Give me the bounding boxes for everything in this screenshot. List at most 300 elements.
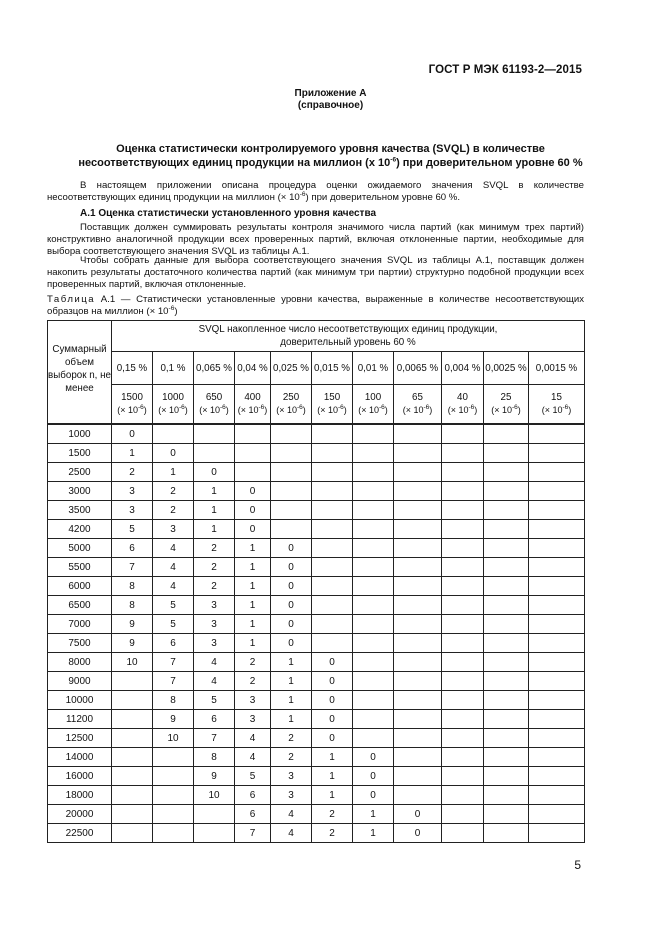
count-cell: 3 [194, 596, 235, 615]
count-cell [442, 424, 484, 444]
count-cell: 6 [153, 634, 194, 653]
count-cell [442, 748, 484, 767]
count-cell: 6 [194, 710, 235, 729]
count-cell: 0 [112, 424, 153, 444]
count-cell: 0 [235, 501, 271, 520]
count-cell [112, 729, 153, 748]
count-cell [312, 463, 353, 482]
count-cell [353, 444, 394, 463]
count-cell [312, 577, 353, 596]
table-row [48, 520, 585, 539]
count-cell [353, 672, 394, 691]
count-cell [484, 805, 529, 824]
sample-size-cell: 20000 [48, 805, 112, 824]
count-cell [442, 767, 484, 786]
count-cell [484, 558, 529, 577]
count-cell [353, 482, 394, 501]
count-cell: 5 [112, 520, 153, 539]
count-cell [442, 558, 484, 577]
ppm-unit-exponent: -6 [137, 404, 144, 411]
ppm-header-cell [112, 385, 153, 425]
ppm-unit-close: ) [343, 405, 347, 415]
count-cell [442, 672, 484, 691]
percent-header-cell: 0,01 % [353, 352, 394, 385]
count-cell [442, 634, 484, 653]
count-cell: 4 [271, 824, 312, 843]
count-cell [194, 424, 235, 444]
paragraph-1: Поставщик должен суммировать результаты контроля значимого числа партий (как минимум трех партий) конструктивно аналогичной продукции всех проверенных партий, включая отклоненные партии, необходимые для выбора соответствующего значения SVQL из таблицы А.1. [47, 222, 584, 258]
count-cell [312, 596, 353, 615]
sample-size-cell: 7500 [48, 634, 112, 653]
percent-header-cell: 0,065 % [194, 352, 235, 385]
count-cell: 6 [235, 805, 271, 824]
intro-paragraph [47, 180, 584, 204]
caption-text-b: ) [174, 306, 178, 317]
table-row [48, 558, 585, 577]
ppm-unit-exponent: -6 [511, 404, 518, 411]
count-cell [353, 653, 394, 672]
ppm-unit-close: ) [429, 405, 433, 415]
percent-header-cell: 0,0025 % [484, 352, 529, 385]
percent-header-cell: 0,015 % [312, 352, 353, 385]
count-cell: 0 [312, 729, 353, 748]
page-number: 5 [574, 858, 581, 872]
count-cell [484, 653, 529, 672]
count-cell: 8 [112, 577, 153, 596]
count-cell [529, 672, 585, 691]
count-cell: 9 [112, 634, 153, 653]
group-header-cell [112, 321, 585, 352]
count-cell: 8 [194, 748, 235, 767]
percent-header-cell: 0,04 % [235, 352, 271, 385]
count-cell: 9 [112, 615, 153, 634]
sample-size-cell: 11200 [48, 710, 112, 729]
count-cell [353, 615, 394, 634]
table-row [48, 634, 585, 653]
table-row [48, 596, 585, 615]
count-cell [529, 824, 585, 843]
count-cell [529, 691, 585, 710]
count-cell [394, 748, 442, 767]
sample-size-cell: 16000 [48, 767, 112, 786]
table-row [48, 463, 585, 482]
count-cell: 2 [194, 577, 235, 596]
ppm-unit [442, 404, 483, 417]
ppm-value: 1000 [162, 392, 184, 403]
ppm-header-cell [271, 385, 312, 425]
count-cell [353, 634, 394, 653]
count-cell: 4 [194, 672, 235, 691]
count-cell: 2 [271, 729, 312, 748]
count-cell: 3 [271, 786, 312, 805]
count-cell [312, 634, 353, 653]
count-cell: 1 [235, 577, 271, 596]
count-cell [312, 424, 353, 444]
count-cell: 2 [235, 672, 271, 691]
ppm-unit-exponent: -6 [562, 404, 569, 411]
count-cell [529, 634, 585, 653]
count-cell [484, 482, 529, 501]
count-cell [442, 577, 484, 596]
count-cell [484, 824, 529, 843]
count-cell: 2 [271, 748, 312, 767]
table-row [48, 482, 585, 501]
count-cell [394, 539, 442, 558]
count-cell [442, 444, 484, 463]
percent-header-cell: 0,0015 % [529, 352, 585, 385]
count-cell: 1 [353, 824, 394, 843]
count-cell [442, 824, 484, 843]
title-text-a: несоответствующих единиц продукции на миллион ( [78, 157, 369, 169]
sample-size-cell: 22500 [48, 824, 112, 843]
title-exponent: -6 [390, 156, 397, 164]
count-cell [112, 691, 153, 710]
ppm-header-cell [353, 385, 394, 425]
count-cell: 2 [194, 539, 235, 558]
percent-header-cell: 0,004 % [442, 352, 484, 385]
count-cell: 1 [194, 520, 235, 539]
count-cell [394, 444, 442, 463]
count-cell [235, 463, 271, 482]
count-cell: 1 [271, 653, 312, 672]
count-cell: 1 [235, 615, 271, 634]
count-cell: 2 [194, 558, 235, 577]
count-cell [194, 805, 235, 824]
count-cell: 0 [153, 444, 194, 463]
count-cell: 0 [271, 615, 312, 634]
count-cell: 1 [235, 596, 271, 615]
count-cell [394, 710, 442, 729]
count-cell [353, 539, 394, 558]
count-cell [394, 767, 442, 786]
count-cell [529, 539, 585, 558]
count-cell [529, 729, 585, 748]
count-cell [153, 424, 194, 444]
ppm-unit-text: (× 10 [158, 405, 179, 415]
count-cell: 7 [194, 729, 235, 748]
ppm-header-cell [235, 385, 271, 425]
sample-size-cell: 5500 [48, 558, 112, 577]
ppm-value: 400 [244, 392, 261, 403]
ppm-unit-exponent: -6 [219, 404, 226, 411]
sample-size-cell: 3000 [48, 482, 112, 501]
annex-title: Приложение А [294, 88, 367, 99]
count-cell [529, 748, 585, 767]
count-cell [353, 729, 394, 748]
count-cell: 2 [312, 805, 353, 824]
count-cell: 1 [312, 748, 353, 767]
table-row [48, 444, 585, 463]
count-cell [394, 558, 442, 577]
count-cell [529, 444, 585, 463]
count-cell [312, 482, 353, 501]
count-cell [394, 520, 442, 539]
count-cell [529, 463, 585, 482]
ppm-unit-text: (× 10 [276, 405, 297, 415]
count-cell [312, 501, 353, 520]
count-cell [442, 691, 484, 710]
table-row [48, 805, 585, 824]
count-cell [484, 444, 529, 463]
count-cell [529, 805, 585, 824]
count-cell [353, 501, 394, 520]
count-cell [484, 615, 529, 634]
count-cell [312, 520, 353, 539]
sample-size-cell: 9000 [48, 672, 112, 691]
count-cell [112, 805, 153, 824]
count-cell [271, 501, 312, 520]
count-cell: 1 [112, 444, 153, 463]
count-cell [529, 615, 585, 634]
count-cell: 1 [194, 501, 235, 520]
table-row [48, 786, 585, 805]
count-cell: 3 [112, 482, 153, 501]
main-title-line1: Оценка статистически контролируемого уровня качества (SVQL) в количестве [116, 143, 545, 155]
count-cell [529, 653, 585, 672]
count-cell: 0 [312, 672, 353, 691]
count-cell [394, 729, 442, 748]
table-row [48, 672, 585, 691]
ppm-value: 250 [282, 392, 300, 403]
ppm-header-cell [194, 385, 235, 425]
ppm-unit-close: ) [184, 405, 188, 415]
ppm-unit [112, 404, 152, 417]
ppm-unit [194, 404, 234, 417]
count-cell [442, 786, 484, 805]
count-cell [312, 539, 353, 558]
percent-header-cell: 0,1 % [153, 352, 194, 385]
count-cell [529, 520, 585, 539]
count-cell [394, 501, 442, 520]
ppm-unit-close: ) [517, 405, 521, 415]
ppm-unit-close: ) [143, 405, 147, 415]
count-cell: 0 [271, 539, 312, 558]
group-header-line2: доверительный уровень 60 % [280, 337, 416, 348]
ppm-header-cell [529, 385, 585, 425]
ppm-unit-text: (× 10 [199, 405, 220, 415]
count-cell [529, 710, 585, 729]
count-cell: 3 [194, 634, 235, 653]
count-cell: 5 [153, 615, 194, 634]
count-cell [153, 786, 194, 805]
count-cell [394, 786, 442, 805]
ppm-unit [153, 404, 193, 417]
count-cell [484, 539, 529, 558]
standard-code: ГОСТ Р МЭК 61193-2—2015 [428, 64, 582, 76]
ppm-unit-text: (× 10 [491, 405, 512, 415]
count-cell [529, 786, 585, 805]
sample-size-cell: 6000 [48, 577, 112, 596]
count-cell: 2 [153, 482, 194, 501]
count-cell: 4 [153, 577, 194, 596]
annex-subtitle: (справочное) [297, 100, 364, 111]
main-title [70, 142, 591, 170]
sample-size-cell: 18000 [48, 786, 112, 805]
ppm-unit-text: (× 10 [541, 405, 563, 415]
count-cell [484, 520, 529, 539]
ppm-value: 65 [412, 392, 423, 403]
count-cell [529, 482, 585, 501]
ppm-unit [312, 404, 352, 417]
count-cell [153, 767, 194, 786]
ppm-unit [529, 404, 584, 417]
count-cell [235, 444, 271, 463]
count-cell [484, 577, 529, 596]
ppm-unit-close: ) [474, 405, 478, 415]
count-cell: 0 [353, 767, 394, 786]
sample-size-cell: 8000 [48, 653, 112, 672]
sample-size-cell: 10000 [48, 691, 112, 710]
ppm-value: 15 [551, 392, 562, 403]
sample-size-cell: 1000 [48, 424, 112, 444]
ppm-unit-exponent: -6 [468, 404, 475, 411]
ppm-unit [484, 404, 528, 417]
count-cell: 10 [112, 653, 153, 672]
count-cell: 0 [312, 691, 353, 710]
count-cell: 4 [194, 653, 235, 672]
count-cell [529, 424, 585, 444]
count-cell: 7 [235, 824, 271, 843]
table-row [48, 424, 585, 444]
count-cell: 0 [353, 748, 394, 767]
count-cell [484, 463, 529, 482]
ppm-unit-text: (× 10 [237, 405, 259, 415]
count-cell [442, 520, 484, 539]
title-multiplier: х 10 [368, 157, 391, 169]
count-cell [353, 710, 394, 729]
ppm-value: 25 [500, 392, 512, 403]
count-cell [312, 444, 353, 463]
count-cell: 5 [235, 767, 271, 786]
ppm-value: 150 [323, 392, 341, 403]
caption-prefix: Таблица [47, 294, 96, 305]
count-cell: 0 [312, 653, 353, 672]
count-cell [484, 634, 529, 653]
count-cell: 0 [235, 482, 271, 501]
ppm-unit-close: ) [302, 405, 306, 415]
main-title-line2 [70, 156, 591, 170]
count-cell: 9 [194, 767, 235, 786]
count-cell [353, 463, 394, 482]
count-cell: 1 [235, 539, 271, 558]
ppm-unit [394, 404, 441, 417]
count-cell [529, 596, 585, 615]
ppm-header-cell [484, 385, 529, 425]
caption-text-a: А.1 — Статистически установленные уровни качества, выраженные в количестве несоответствующих образцов на миллион (× 10 [47, 294, 584, 317]
count-cell [235, 424, 271, 444]
ppm-unit [271, 404, 311, 417]
count-cell: 9 [153, 710, 194, 729]
row-header-cell: Суммарный объем выборок n, не менее [48, 321, 112, 425]
sample-size-cell: 1500 [48, 444, 112, 463]
count-cell [484, 596, 529, 615]
count-cell [394, 672, 442, 691]
ppm-unit-close: ) [225, 405, 229, 415]
count-cell [484, 748, 529, 767]
count-cell [529, 558, 585, 577]
count-cell: 3 [194, 615, 235, 634]
ppm-value: 1500 [121, 392, 143, 403]
count-cell [529, 577, 585, 596]
ppm-unit-close: ) [264, 405, 268, 415]
count-cell [112, 672, 153, 691]
intro-exponent: -6 [299, 191, 306, 199]
sample-size-cell: 14000 [48, 748, 112, 767]
ppm-unit-exponent: -6 [337, 404, 344, 411]
count-cell [112, 710, 153, 729]
sample-size-cell: 12500 [48, 729, 112, 748]
count-cell [112, 748, 153, 767]
count-cell [271, 482, 312, 501]
count-cell [484, 786, 529, 805]
count-cell [353, 424, 394, 444]
sample-size-cell: 4200 [48, 520, 112, 539]
table-row [48, 501, 585, 520]
count-cell [484, 424, 529, 444]
count-cell [271, 424, 312, 444]
count-cell [271, 463, 312, 482]
count-cell [153, 824, 194, 843]
count-cell: 4 [153, 539, 194, 558]
count-cell [153, 748, 194, 767]
count-cell: 1 [235, 558, 271, 577]
count-cell [529, 501, 585, 520]
ppm-unit-exponent: -6 [296, 404, 303, 411]
count-cell: 3 [271, 767, 312, 786]
count-cell: 0 [312, 710, 353, 729]
count-cell: 4 [153, 558, 194, 577]
count-cell: 6 [235, 786, 271, 805]
count-cell [112, 786, 153, 805]
count-cell [484, 710, 529, 729]
count-cell: 6 [112, 539, 153, 558]
count-cell: 1 [271, 672, 312, 691]
count-cell [442, 539, 484, 558]
count-cell [442, 501, 484, 520]
table-caption [47, 294, 584, 318]
count-cell: 0 [394, 805, 442, 824]
count-cell [394, 653, 442, 672]
count-cell [394, 615, 442, 634]
count-cell [442, 463, 484, 482]
count-cell [484, 729, 529, 748]
count-cell [271, 444, 312, 463]
count-cell: 2 [112, 463, 153, 482]
ppm-unit-text: (× 10 [117, 405, 138, 415]
intro-text-a: В настоящем приложении описана процедура оценки ожидаемого значения SVQL в количестве несоответствующих единиц продукции на миллион (× 10 [47, 180, 584, 204]
count-cell: 0 [271, 577, 312, 596]
sample-size-cell: 3500 [48, 501, 112, 520]
count-cell [194, 444, 235, 463]
count-cell: 3 [153, 520, 194, 539]
count-cell: 0 [271, 558, 312, 577]
percent-header-cell: 0,025 % [271, 352, 312, 385]
ppm-value: 40 [457, 392, 468, 403]
count-cell [442, 482, 484, 501]
ppm-header-cell [312, 385, 353, 425]
count-cell [442, 710, 484, 729]
ppm-unit-close: ) [568, 405, 572, 415]
percent-header-cell: 0,15 % [112, 352, 153, 385]
sample-size-cell: 2500 [48, 463, 112, 482]
table-row [48, 539, 585, 558]
ppm-value: 100 [364, 392, 382, 403]
count-cell: 1 [153, 463, 194, 482]
table-row [48, 748, 585, 767]
count-cell: 10 [194, 786, 235, 805]
ppm-unit-exponent: -6 [178, 404, 185, 411]
count-cell: 5 [153, 596, 194, 615]
